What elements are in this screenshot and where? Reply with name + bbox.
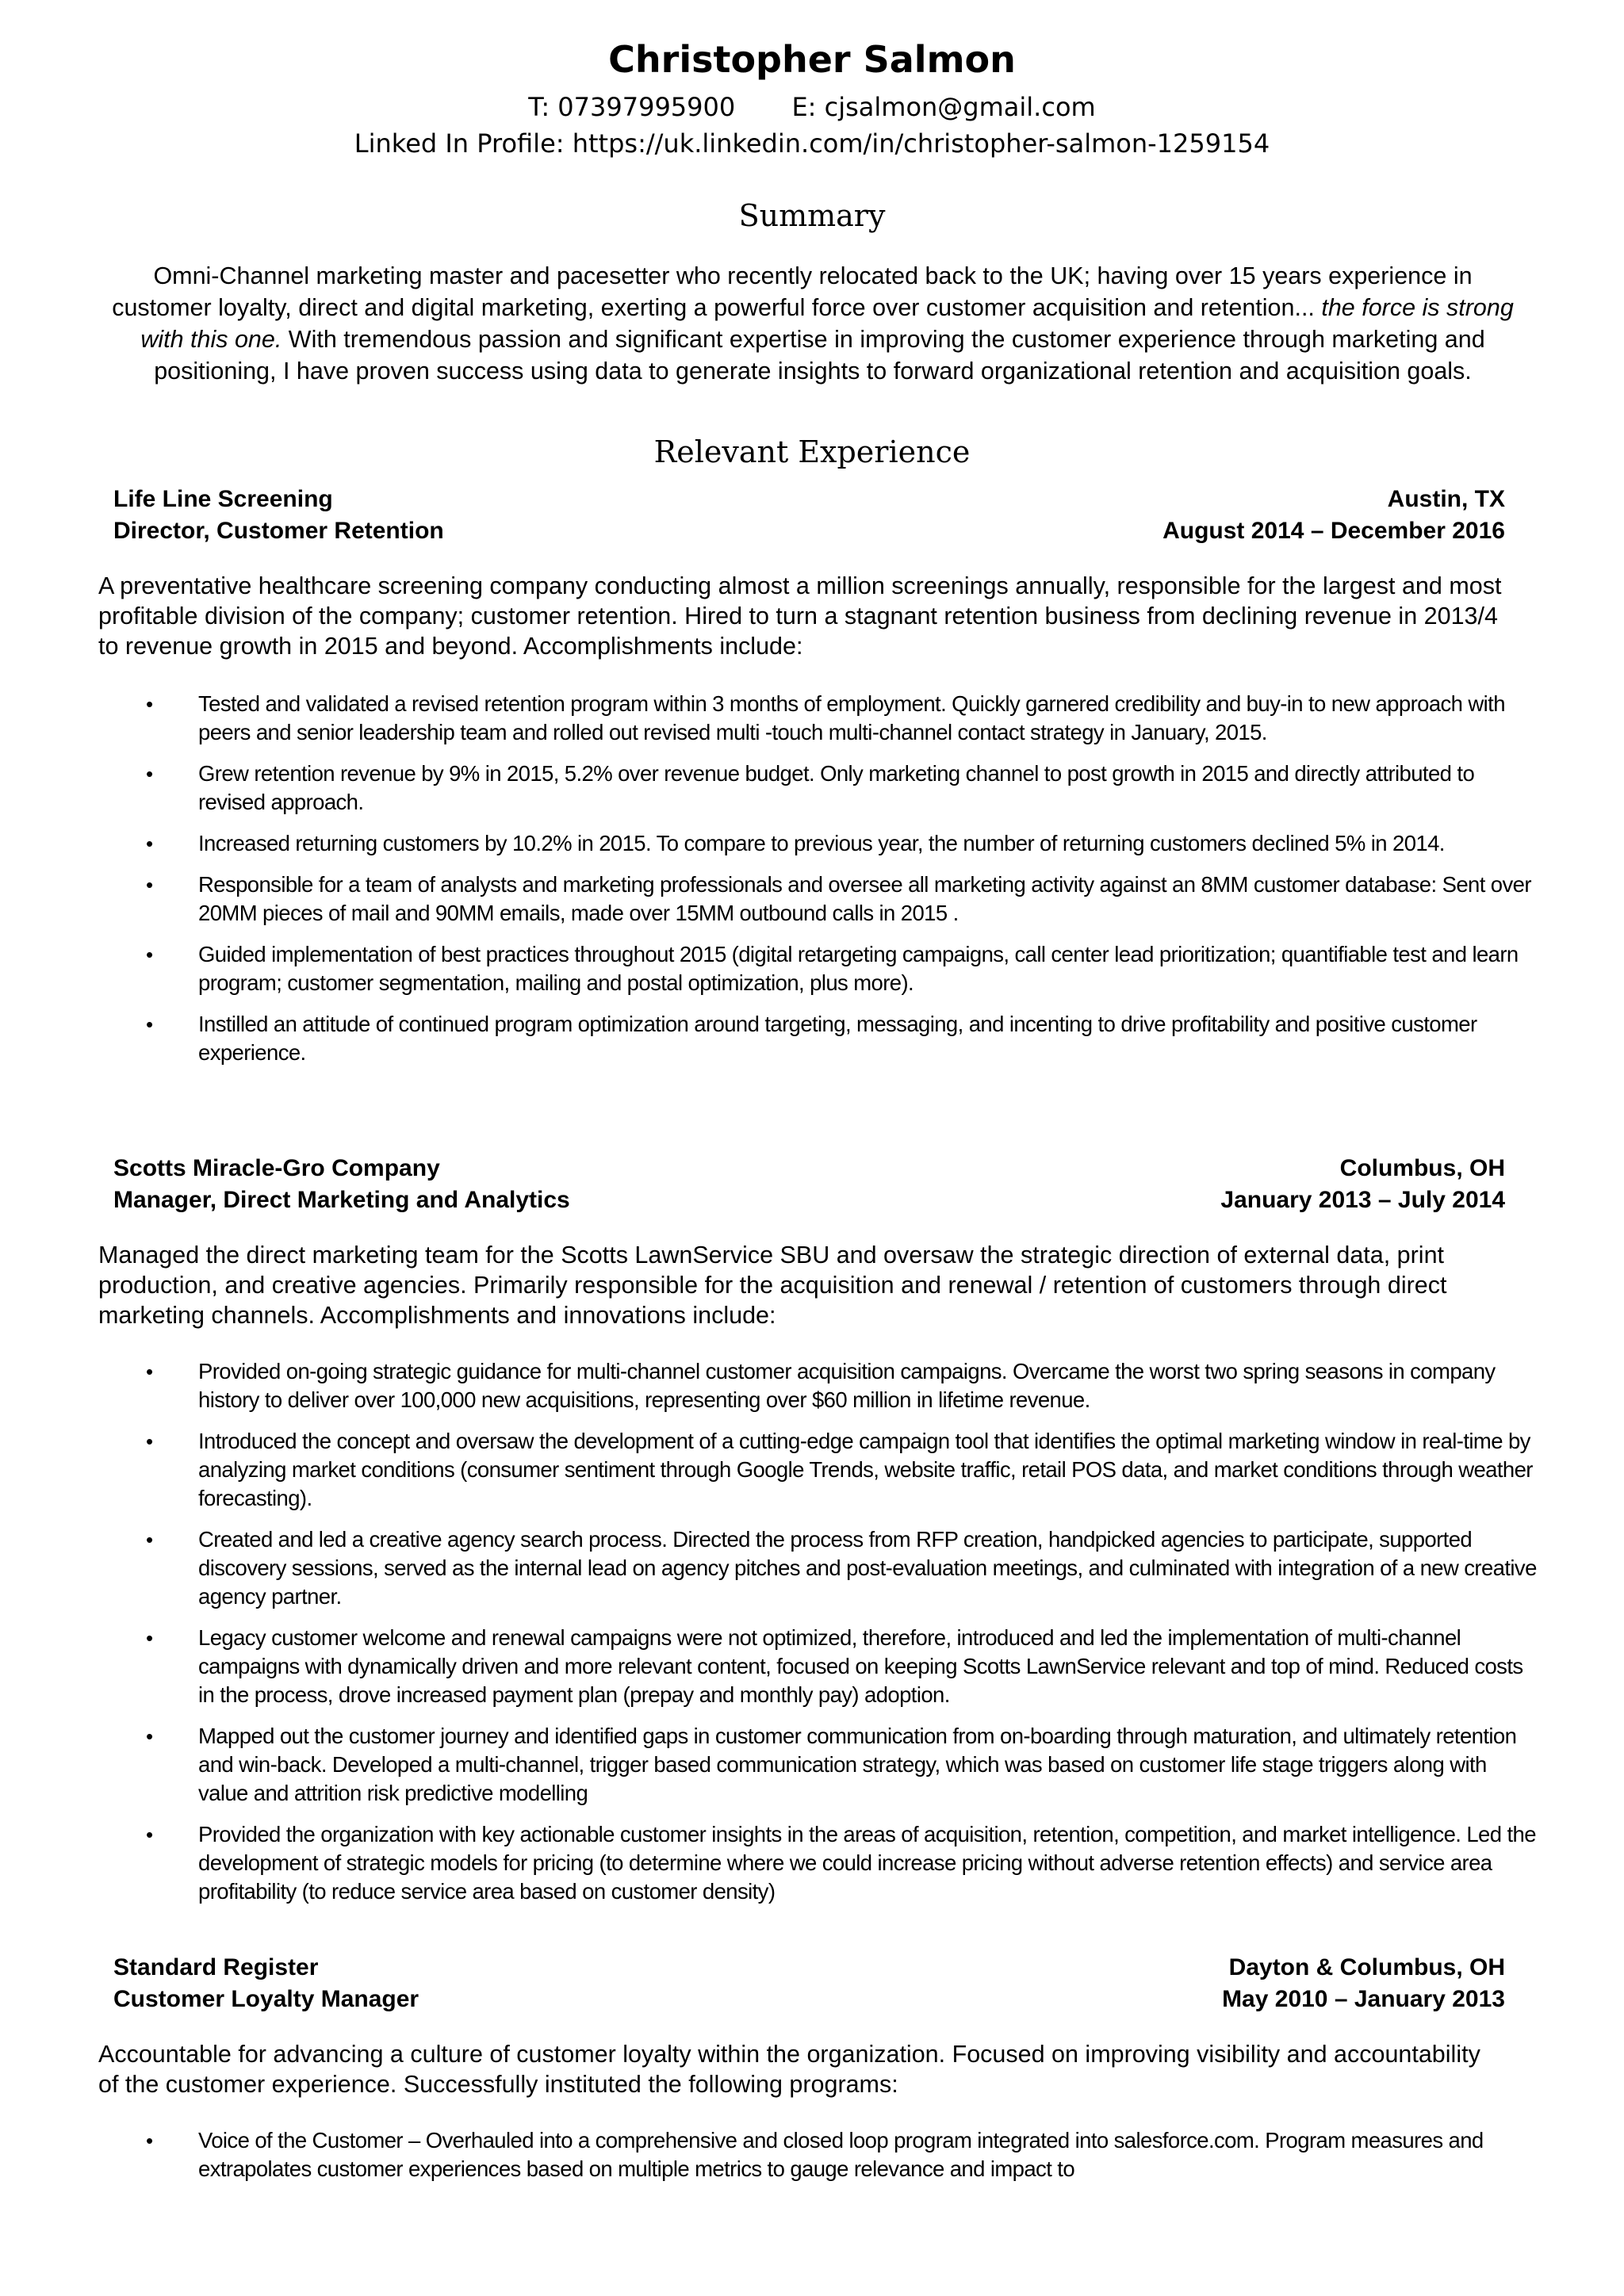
job-location: Dayton & Columbus, OH xyxy=(1228,1954,1505,1980)
summary-text-start: Omni-Channel marketing master and pacesetter who recently relocated back to the UK; having over 15 years experience in customer loyalty, direct and digital marketing, exerting a powerful force over customer acquisition and retention... xyxy=(112,262,1473,321)
bullet-text: Increased returning customers by 10.2% in 2015. To compare to previous year, the number of returning customers declined 5% in 2014. xyxy=(198,831,1445,855)
job-accomplishments xyxy=(146,690,1542,1080)
bullet-text: Created and led a creative agency search process. Directed the process from RFP creation, handpicked agencies to participate, supported discovery sessions, served as the internal lead on agency pitches and post-evaluation meetings, and culminated with integration of a new creative agency partner. xyxy=(198,1527,1537,1609)
job-dates: May 2010 – January 2013 xyxy=(1222,1986,1505,2012)
list-item xyxy=(146,760,1542,817)
bullet-icon: • xyxy=(146,1626,153,1650)
job-role: Customer Loyalty Manager xyxy=(113,1986,419,2012)
bullet-icon: • xyxy=(146,2129,153,2152)
bullet-text: Legacy customer welcome and renewal campaigns were not optimized, therefore, introduced and led the implementation of multi-channel campaigns with dynamically driven and more relevant content, focused on keeping Scotts LawnService relevant and top of mind. Reduced costs in the process, drove increased payment plan (prepay and monthly pay) adoption. xyxy=(198,1625,1523,1707)
list-item xyxy=(146,1010,1542,1067)
job-company: Standard Register xyxy=(113,1954,319,1980)
linkedin-line: Linked In Profile: https://uk.linkedin.com/in/christopher-salmon-1259154 xyxy=(354,128,1270,159)
list-item xyxy=(146,1357,1542,1414)
summary-paragraph xyxy=(111,260,1515,387)
bullet-icon: • xyxy=(146,1528,153,1552)
job-description: Accountable for advancing a culture of customer loyalty within the organization. Focused on improving visibility and accountability of the customer experience. Successfully instituted the following programs: xyxy=(98,2041,1480,2098)
job-dates: January 2013 – July 2014 xyxy=(1220,1187,1505,1213)
list-item xyxy=(146,1427,1542,1513)
bullet-icon: • xyxy=(146,1012,153,1036)
bullet-text: Provided on-going strategic guidance for multi-channel customer acquisition campaigns. Overcame the worst two spring seasons in company history to deliver over 100,000 new acquisitions, representing over $60 million in lifetime revenue. xyxy=(198,1359,1496,1412)
bullet-icon: • xyxy=(146,943,153,966)
bullet-icon: • xyxy=(146,1360,153,1383)
bullet-icon: • xyxy=(146,692,153,716)
bullet-text: Instilled an attitude of continued program optimization around targeting, messaging, and incenting to drive profitability and positive customer experience. xyxy=(198,1012,1477,1065)
bullet-icon: • xyxy=(146,1724,153,1748)
bullet-text: Grew retention revenue by 9% in 2015, 5.2% over revenue budget. Only marketing channel to post growth in 2015 and directly attributed to revised approach. xyxy=(198,761,1475,814)
list-item xyxy=(146,1624,1542,1709)
bullet-text: Voice of the Customer – Overhauled into a comprehensive and closed loop program integrated into salesforce.com. Program measures and extrapolates customer experiences based on multiple metrics to gauge relevance and impact to xyxy=(198,2128,1484,2181)
list-item xyxy=(146,940,1542,997)
summary-text-end: With tremendous passion and significant expertise in improving the customer experience through marketing and positioning, I have proven success using data to generate insights to forward organizational retention and acquisition goals. xyxy=(154,326,1485,385)
job-accomplishments xyxy=(146,1357,1542,1919)
job-role: Manager, Direct Marketing and Analytics xyxy=(113,1187,570,1213)
list-item xyxy=(146,1525,1542,1611)
contact-line: T: 07397995900 E: cjsalmon@gmail.com xyxy=(528,92,1096,122)
job-location: Columbus, OH xyxy=(1339,1155,1505,1181)
bullet-icon: • xyxy=(146,832,153,855)
job-company: Life Line Screening xyxy=(113,486,333,512)
bullet-text: Responsible for a team of analysts and marketing professionals and oversee all marketing activity against an 8MM customer database: Sent over 20MM pieces of mail and 90MM emails, made over 15MM outbound calls in 2015 . xyxy=(198,872,1531,925)
bullet-icon: • xyxy=(146,1429,153,1453)
bullet-icon: • xyxy=(146,1823,153,1846)
bullet-text: Guided implementation of best practices throughout 2015 (digital retargeting campaigns, call center lead prioritization; quantifiable test and learn program; customer segmentation, mailing and postal optimization, plus more). xyxy=(198,942,1519,995)
bullet-text: Introduced the concept and oversaw the development of a cutting-edge campaign tool that identifies the optimal marketing window in real-time by analyzing market conditions (consumer sentiment through Google Trends, website traffic, retail POS data, and market conditions through weather forecasting). xyxy=(198,1429,1533,1510)
bullet-text: Provided the organization with key actionable customer insights in the areas of acquisition, retention, competition, and market intelligence. Led the development of strategic models for pricing (to determine where we could increase pricing without adverse retention effects) and service area profitability (to reduce service area based on customer density) xyxy=(198,1822,1536,1904)
job-header xyxy=(113,1952,1505,2015)
candidate-name: Christopher Salmon xyxy=(608,38,1016,81)
job-company: Scotts Miracle-Gro Company xyxy=(113,1155,440,1181)
job-role: Director, Customer Retention xyxy=(113,518,444,544)
job-description: Managed the direct marketing team for the Scotts LawnService SBU and oversaw the strategic direction of external data, print production, and creative agencies. Primarily responsible for the acquisition and renewal / retention of customers through direct marketing channels. Accomplishments and innovations include: xyxy=(98,1242,1447,1329)
bullet-text: Tested and validated a revised retention program within 3 months of employment. Quickly garnered credibility and buy-in to new approach with peers and senior leadership team and rolled out revised multi -touch multi-channel contact strategy in January, 2015. xyxy=(198,691,1505,744)
job-header xyxy=(113,1153,1505,1216)
list-item xyxy=(146,1722,1542,1808)
summary-text-italic: the force is strong with this one. xyxy=(140,294,1514,353)
experience-heading: Relevant Experience xyxy=(653,434,971,469)
list-item xyxy=(146,2126,1542,2183)
list-item xyxy=(146,871,1542,928)
list-item xyxy=(146,690,1542,747)
job-dates: August 2014 – December 2016 xyxy=(1162,518,1505,544)
job-accomplishments xyxy=(146,2126,1542,2196)
summary-heading: Summary xyxy=(738,198,886,233)
job-location: Austin, TX xyxy=(1387,486,1505,512)
bullet-icon: • xyxy=(146,873,153,897)
list-item xyxy=(146,1820,1542,1906)
bullet-icon: • xyxy=(146,762,153,786)
list-item xyxy=(146,829,1542,858)
job-description: A preventative healthcare screening company conducting almost a million screenings annually, responsible for the largest and most profitable division of the company; customer retention. Hired to turn a stagnant retention business from declining revenue in 2013/4 to revenue growth in 2015 and beyond. Accomplishments include: xyxy=(98,572,1502,660)
bullet-text: Mapped out the customer journey and identified gaps in customer communication from on-boarding through maturation, and ultimately retention and win-back. Developed a multi-channel, trigger based communication strategy, which was based on customer life stage triggers along with value and attrition risk predictive modelling xyxy=(198,1724,1517,1805)
job-header xyxy=(113,484,1505,547)
